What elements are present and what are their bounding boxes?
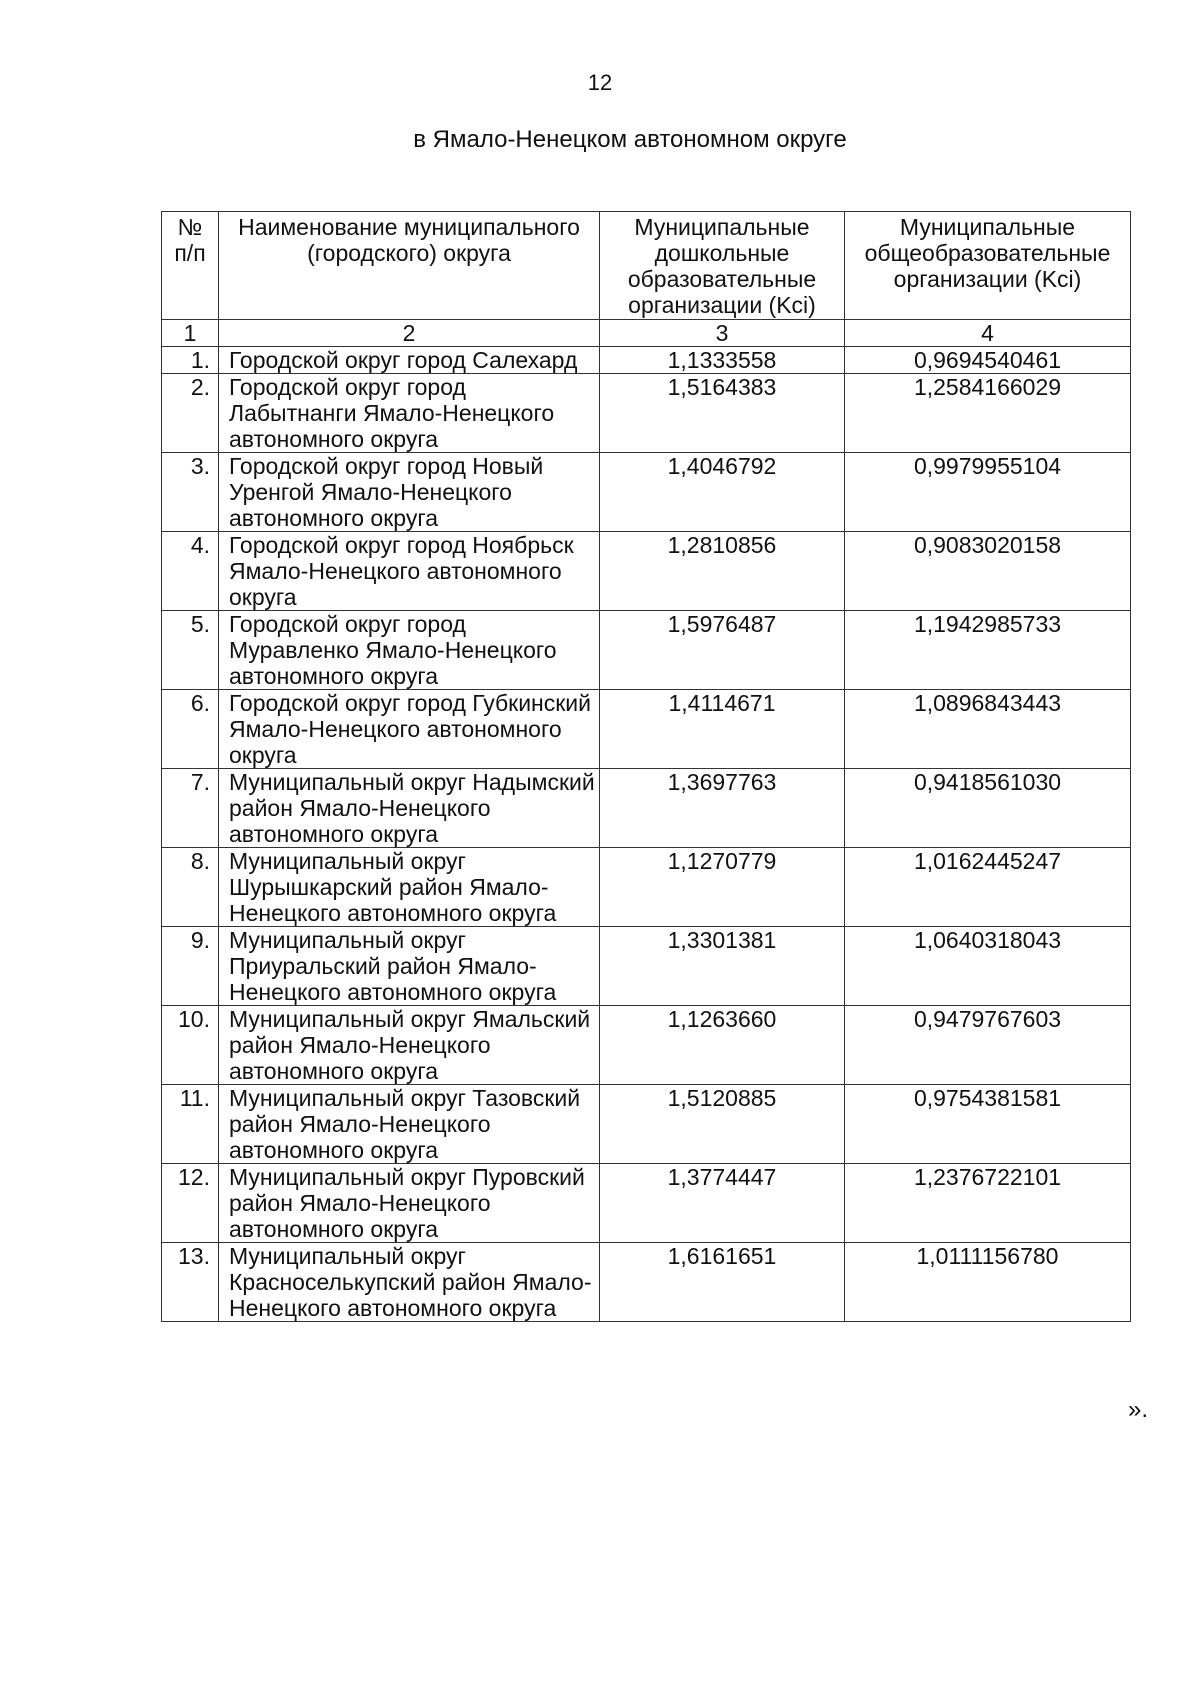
column-number: 4 — [845, 320, 1131, 347]
row-general-kci: 1,1942985733 — [845, 611, 1131, 690]
row-index: 6. — [162, 690, 219, 769]
row-preschool-kci: 1,3697763 — [600, 769, 845, 848]
row-index: 10. — [162, 1006, 219, 1085]
row-index: 4. — [162, 532, 219, 611]
row-municipality-name: Муниципальный округ Шурышкарский район Ямало-Ненецкого автономного округа — [219, 848, 600, 927]
row-index: 9. — [162, 927, 219, 1006]
row-preschool-kci: 1,2810856 — [600, 532, 845, 611]
header-index: № п/п — [162, 212, 219, 320]
row-preschool-kci: 1,4114671 — [600, 690, 845, 769]
row-index: 8. — [162, 848, 219, 927]
table-row — [162, 1085, 1131, 1164]
table-row — [162, 927, 1131, 1006]
closing-quote-mark: ». — [1128, 1396, 1149, 1423]
row-municipality-name: Муниципальный округ Ямальский район Ямало-Ненецкого автономного округа — [219, 1006, 600, 1085]
row-preschool-kci: 1,1263660 — [600, 1006, 845, 1085]
row-index: 1. — [162, 347, 219, 374]
row-index: 2. — [162, 374, 219, 453]
column-number: 2 — [219, 320, 600, 347]
row-municipality-name: Городской округ город Муравленко Ямало-Ненецкого автономного округа — [219, 611, 600, 690]
row-general-kci: 1,0896843443 — [845, 690, 1131, 769]
table-row — [162, 347, 1131, 374]
table-row — [162, 1006, 1131, 1085]
row-general-kci: 0,9479767603 — [845, 1006, 1131, 1085]
row-preschool-kci: 1,4046792 — [600, 453, 845, 532]
row-preschool-kci: 1,5976487 — [600, 611, 845, 690]
header-preschool-kci: Муниципальные дошкольные образовательные организации (Kci) — [600, 212, 845, 320]
table-row — [162, 1243, 1131, 1322]
table-row — [162, 690, 1131, 769]
header-municipality: Наименование муниципального (городского) округа — [219, 212, 600, 320]
column-number: 3 — [600, 320, 845, 347]
row-municipality-name: Городской округ город Губкинский Ямало-Ненецкого автономного округа — [219, 690, 600, 769]
row-index: 13. — [162, 1243, 219, 1322]
header-general-kci: Муниципальные общеобразовательные организации (Kci) — [845, 212, 1131, 320]
row-general-kci: 1,0162445247 — [845, 848, 1131, 927]
row-general-kci: 0,9694540461 — [845, 347, 1131, 374]
row-preschool-kci: 1,3774447 — [600, 1164, 845, 1243]
table-row — [162, 374, 1131, 453]
table-row — [162, 1164, 1131, 1243]
row-municipality-name: Муниципальный округ Приуральский район Ямало-Ненецкого автономного округа — [219, 927, 600, 1006]
column-number-row — [162, 320, 1131, 347]
row-preschool-kci: 1,3301381 — [600, 927, 845, 1006]
row-municipality-name: Муниципальный округ Красноселькупский район Ямало-Ненецкого автономного округа — [219, 1243, 600, 1322]
row-municipality-name: Муниципальный округ Тазовский район Ямало-Ненецкого автономного округа — [219, 1085, 600, 1164]
row-municipality-name: Городской округ город Лабытнанги Ямало-Ненецкого автономного округа — [219, 374, 600, 453]
page-title: в Ямало-Ненецком автономном округе — [413, 126, 847, 153]
row-index: 11. — [162, 1085, 219, 1164]
row-municipality-name: Муниципальный округ Пуровский район Ямало-Ненецкого автономного округа — [219, 1164, 600, 1243]
row-index: 5. — [162, 611, 219, 690]
row-preschool-kci: 1,6161651 — [600, 1243, 845, 1322]
table-body — [162, 347, 1131, 1322]
row-general-kci: 1,0111156780 — [845, 1243, 1131, 1322]
table-row — [162, 769, 1131, 848]
row-preschool-kci: 1,5164383 — [600, 374, 845, 453]
row-preschool-kci: 1,1333558 — [600, 347, 845, 374]
row-general-kci: 1,0640318043 — [845, 927, 1131, 1006]
row-municipality-name: Городской округ город Ноябрьск Ямало-Ненецкого автономного округа — [219, 532, 600, 611]
row-index: 3. — [162, 453, 219, 532]
row-general-kci: 1,2584166029 — [845, 374, 1131, 453]
row-preschool-kci: 1,1270779 — [600, 848, 845, 927]
coefficients-table — [161, 211, 1131, 1322]
row-index: 7. — [162, 769, 219, 848]
table-row — [162, 848, 1131, 927]
row-general-kci: 0,9754381581 — [845, 1085, 1131, 1164]
row-general-kci: 0,9418561030 — [845, 769, 1131, 848]
row-general-kci: 1,2376722101 — [845, 1164, 1131, 1243]
table-row — [162, 532, 1131, 611]
table-header-row — [162, 212, 1131, 320]
row-municipality-name: Городской округ город Новый Уренгой Ямало-Ненецкого автономного округа — [219, 453, 600, 532]
row-general-kci: 0,9083020158 — [845, 532, 1131, 611]
row-municipality-name: Муниципальный округ Надымский район Ямало-Ненецкого автономного округа — [219, 769, 600, 848]
row-preschool-kci: 1,5120885 — [600, 1085, 845, 1164]
table-row — [162, 611, 1131, 690]
page-number: 12 — [587, 70, 613, 95]
row-index: 12. — [162, 1164, 219, 1243]
row-general-kci: 0,9979955104 — [845, 453, 1131, 532]
column-number: 1 — [162, 320, 219, 347]
table-row — [162, 453, 1131, 532]
row-municipality-name: Городской округ город Салехард — [219, 347, 600, 374]
